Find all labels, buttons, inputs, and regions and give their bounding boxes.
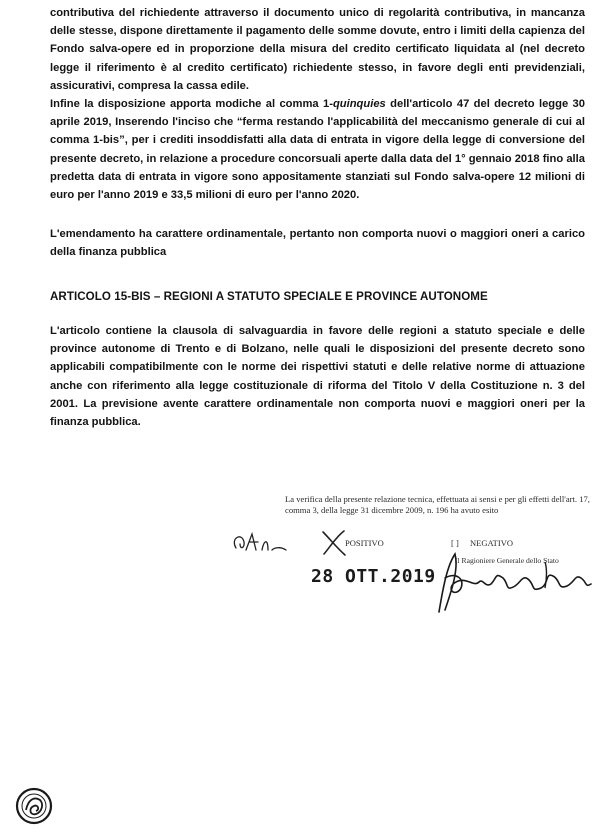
paragraph-emendamento: L'emendamento ha carattere ordinamentale, pertanto non comporta nuovi o maggiori oneri a carico della finanza pubblica	[50, 228, 585, 259]
paragraph-text-start: Infine la disposizione apporta modiche al comma 1-	[50, 98, 333, 110]
paragraph-italic-term: quinquies	[332, 98, 386, 110]
initials-signature	[228, 528, 298, 558]
date-stamp: 28 OTT.2019	[311, 566, 436, 587]
section-heading: ARTICOLO 15-BIS – REGIONI A STATUTO SPECIALE E PROVINCE AUTONOME	[50, 290, 488, 303]
check-mark-icon	[320, 529, 348, 557]
negative-checkbox: [ ]	[451, 538, 459, 548]
paragraph-text-end: dell'articolo 47 del decreto legge 30 aprile 2019, Inserendo l'inciso che “ferma restando l'applicabilità del meccanismo generale di cui al comma 1-bis”, per i crediti insoddisfatti alla data di entrata in vigore della legge di conversione del presente decreto, in relazione a procedure concorsuali aperte dalla data del 1° gennaio 2018 fino alla predetta data di entrata in vigore sono appositamente stanziati sul Fondo salva-opere 12 milioni di euro per l'anno 2019 e 33,5 milioni di euro per l'anno 2020.	[50, 98, 585, 202]
negative-label: NEGATIVO	[470, 538, 513, 548]
official-signature	[425, 548, 595, 618]
positive-label: POSITIVO	[345, 538, 384, 548]
paragraph-fondo-salva-opere: contributiva del richiedente attraverso il documento unico di regolarità contributiva, in mancanza delle stesse, dispone direttamente il pagamento delle somme dovute, entro i limiti della capienza del Fondo salva-opere ed in proporzione della misura del credito certificato liquidata al (nel decreto legge il riferimento è al credito certificato) richiedente stesso, in favore degli enti previdenziali, assicurativi, compresa la cassa edile.	[50, 7, 585, 92]
official-title: Il Ragioniere Generale dello Stato	[455, 556, 559, 565]
paragraph-comma-quinquies	[50, 95, 585, 204]
verification-stamp-text: La verifica della presente relazione tecnica, effettuata ai sensi e per gli effetti dell'art. 17, comma 3, della legge 31 dicembre 2009, n. 196 ha avuto esito	[285, 494, 590, 515]
official-seal-icon	[14, 786, 54, 826]
paragraph-articolo-15-bis: L'articolo contiene la clausola di salvaguardia in favore delle regioni a statuto speciale e delle province autonome di Trento e di Bolzano, nelle quali le disposizioni del presente decreto sono applicabili compatibilmente con le norme dei rispettivi statuti e delle relative norme di attuazione anche con riferimento alla legge costituzionale di riforma del Titolo V della Costituzione n. 3 del 2001. La previsione avente carattere ordinamentale non comporta nuovi e maggiori oneri per la finanza pubblica.	[50, 325, 585, 429]
